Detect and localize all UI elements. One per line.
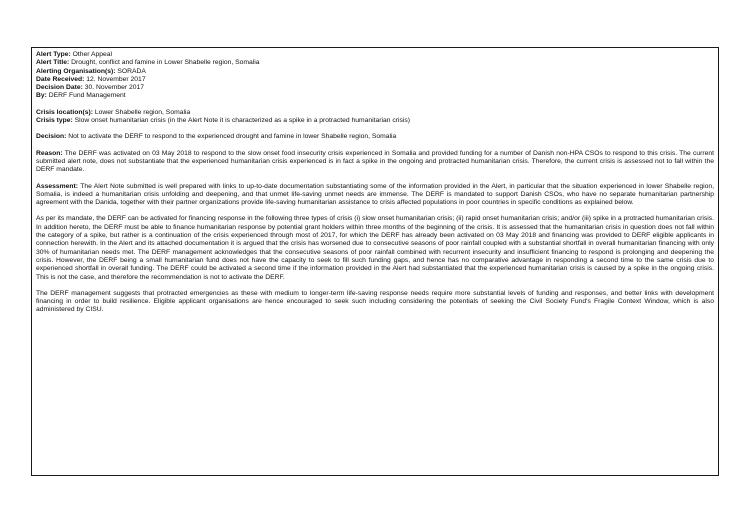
alerting-org-line (36, 68, 714, 76)
crisis-type-line (36, 117, 714, 125)
reason-text: The DERF was activated on 03 May 2018 to respond to the slow onset food insecurity crisis experienced in Somalia and provided funding for a number of Danish non-HPA CSOs to respond to this crisis. The current submitted alert note, does not substantiate that the experienced humanitarian crisis experienced is in fact a spike in the ongoing and protracted humanitarian crisis. Therefore, the current crisis is assessed not to fall within the DERF mandate. (36, 149, 714, 174)
crisis-location-line (36, 109, 714, 117)
mandate-paragraph: As per its mandate, the DERF can be activated for financing response in the following three types of crisis (i) slow onset humanitarian crisis; (ii) rapid onset humanitarian crisis; and/or (iii) spike in a protracted humanitarian crisis. In addition hereto, the DERF must be able to finance humanitarian response by potential grant holders within three months of the beginning of the crisis. It is assessed that the humanitarian crisis in question does not fall within the category of a spike, but rather is a continuation of the crisis experienced through most of 2017, for which the DERF has already been activated on 03 May 2018 and financing was provided to DERF eligible applicants in connection herewith. In the Alert and its attached documentation it is argued that the crisis has worsened due to consecutive seasons of poor rainfall coupled with a substantial shortfall in overall humanitarian financing with only 30% of humanitarian needs met. The DERF management acknowledges that the consecutive seasons of poor rainfall combined with recurrent insecurity and insufficient financing to respond is prolonging and deepening the crisis. However, the DERF being a small humanitarian fund does not have the capacity to seek to fill such funding gaps, and hence has no comparative advantage in responding a second time to the same crisis due to experienced shortfall in overall funding. The DERF could be activated a second time if the information provided in the Alert had substantiated that the experienced humanitarian crisis is caused by a spike in the ongoing crisis. This is not the case, and therefore the recommendation is not to activate the DERF. (36, 215, 714, 281)
alerting-org-label: Alerting Organisation(s): (36, 67, 116, 75)
decision-value: Not to activate the DERF to respond to the experienced drought and famine in lower Shabelle region, Somalia (66, 133, 397, 141)
alert-title-value: Drought, conflict and famine in Lower Shabelle region, Somalia (69, 59, 260, 67)
alert-title-label: Alert Title: (36, 59, 70, 67)
by-line (36, 92, 714, 100)
assessment-text: The Alert Note submitted is well prepared with links to up-to-date documentation substantiating some of the information provided in the Alert, in particular that the situation experienced in lower Shabelle region, Somalia, is indeed a humanitarian crisis unfolding and deepening, and that unmet life-saving unmet needs are immense. The DERF is mandated to support Danish CSOs, who have no separate humanitarian partnership agreement with the Danida, together with their partner organizations provide life-saving humanitarian assistance to crisis affected populations in poor countries in specific conditions as explained below. (36, 182, 714, 207)
decision-label: Decision: (36, 133, 67, 141)
alert-type-label: Alert Type: (36, 51, 71, 58)
alert-type-line (36, 51, 714, 59)
reason-paragraph (36, 150, 714, 175)
alert-type-value: Other Appeal (70, 51, 113, 58)
decision-date-label: Decision Date: (36, 84, 83, 92)
crisis-location-label: Crisis location(s): (36, 108, 94, 116)
by-value: DERF Fund Management (46, 92, 126, 100)
decision-date-value: 30. November 2017 (82, 84, 145, 92)
decision-line (36, 133, 714, 141)
reason-label: Reason: (36, 149, 63, 157)
crisis-location-value: Lower Shabelle region, Somalia (93, 108, 191, 116)
alerting-org-value: SORADA (115, 67, 146, 75)
closing-paragraph: The DERF management suggests that protracted emergencies as these with medium to longer-term life-saving response needs require more substantial levels of funding and responses, and better links with development financing in order to build resilience. Eligible applicant organisations are hence encouraged to seek such including considering the potentials of seeking the Civil Society Fund's Fragile Context Window, which is also administered by CISU. (36, 289, 714, 314)
by-label: By: (36, 92, 47, 100)
crisis-type-label: Crisis type: (36, 117, 73, 125)
alert-title-line (36, 59, 714, 67)
assessment-paragraph (36, 183, 714, 208)
crisis-type-value: Slow onset humanitarian crisis (in the Alert Note it is characterized as a spike in a protracted humanitarian crisis) (72, 117, 411, 125)
date-received-line (36, 76, 714, 84)
decision-box (31, 47, 719, 476)
decision-date-line (36, 84, 714, 92)
date-received-value: 12. November 2017 (84, 75, 146, 83)
assessment-label: Assessment: (36, 182, 79, 190)
date-received-label: Date Received: (36, 75, 85, 83)
